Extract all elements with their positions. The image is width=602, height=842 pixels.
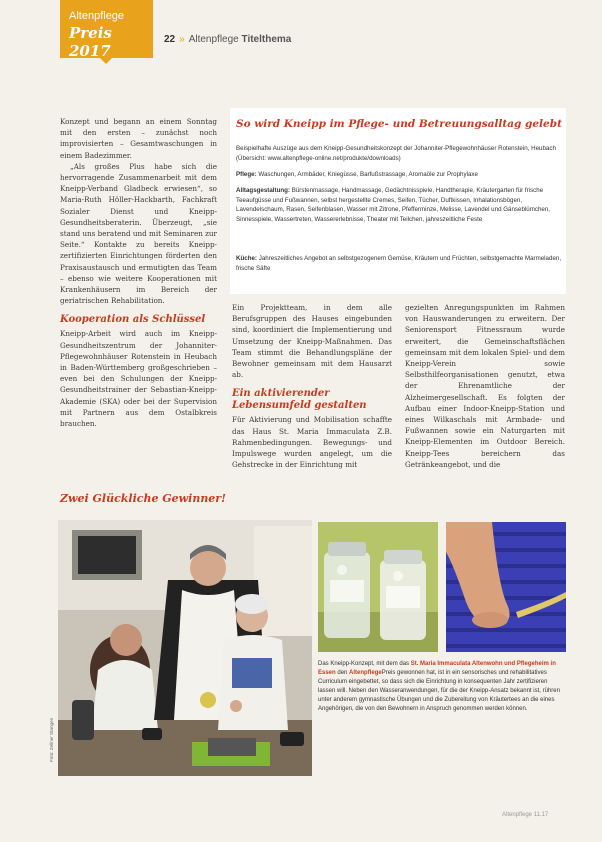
alltag-text: Bürstenmassage, Handmassage, Gedächtnisspiele, Handtherapie, Kräutergarten für frische Teeaufgüsse und Fußwannen, selbst hergestellte Cremes, Seifen, Tücher, Duftkissen, Inhalationsbögen, Lavendelschaum, Rasen, Seifenblasen, Wasser mit Zitrone, Pfefferminze, Melisse, Lavendel und Gänseblümchen, Sinnesspiele, Wassertreten, Wassererlebnisse, Theater mit Teilchen, jahreszeitliche Feste bbox=[236, 187, 551, 223]
column-1 bbox=[60, 116, 217, 429]
running-header bbox=[164, 34, 291, 45]
tag-line2: Preis 2017 bbox=[69, 24, 112, 60]
kueche-label: Küche: bbox=[236, 255, 257, 262]
info-box-title: So wird Kneipp im Pflege- und Betreuungsalltag gelebt bbox=[236, 118, 562, 130]
col1-heading: Kooperation als Schlüssel bbox=[60, 314, 206, 326]
info-box bbox=[230, 108, 566, 294]
winners-caption bbox=[318, 660, 564, 714]
award-tag bbox=[60, 0, 153, 58]
alltag-label: Alltagsgestaltung: bbox=[236, 187, 290, 194]
col1-para3: Kneipp-Arbeit wird auch im Kneipp-Gesundheitszentrum der Johanniter-Pflegewohnhäuser Rotenstein in Heubach in Baden-Württemberg großgeschrieben – even bei den Schulungen der Kneipp-Gesundheitstrainer der Sebastian-Kneipp-Akademie (SKA) oder bei der Supervision mit Partnern aus dem Ostalbkreis brauchen. bbox=[60, 329, 217, 429]
col2-heading: Ein aktivierender Lebensumfeld gestalten bbox=[232, 388, 367, 412]
caption-highlight-2: Altenpflege bbox=[349, 670, 382, 676]
winners-jars-photo bbox=[318, 522, 438, 652]
col3-para1: gezielten Anregungspunkten im Rahmen von Hauswanderungen zu erweitern. Der Seniorensport Fitnessraum wurde erweitert, die Gemeinschaftsflächen gemeinsam mit dem lokalen Spiel- und dem Kneipp-Verein sowie Selbsthilfeorganisationen genutzt, etwa der Ehrenamtliche der Alzheimergesellschaft. Es folgten der Aufbau einer Indoor-Kneipp-Station und eines Wilkaschals mit Armbade- und Fußwannen sowie ein Naturgarten mit Kneipp-Elementen im Outdoor Bereich. Kneipp-Tees bereichern das Getränkeangebot, und die bbox=[405, 303, 565, 469]
caption-highlight-1: St. Maria Immaculata Altenwohn und Pflegeheim in Essen bbox=[318, 661, 556, 676]
photo-credit: Foto: Zellner Stangen bbox=[49, 717, 54, 762]
pflege-text: Waschungen, Armbäder, Kniegüsse, Barfußstrassage, Aromaöle zur Prophylaxe bbox=[258, 171, 478, 178]
page-number: 22 bbox=[164, 34, 176, 45]
column-2 bbox=[232, 302, 392, 470]
page-footer: Altenpflege 11.17 bbox=[502, 812, 549, 818]
pflege-label: Pflege: bbox=[236, 171, 257, 178]
info-box-pflege bbox=[236, 170, 562, 180]
topic-name: Titelthema bbox=[241, 34, 292, 45]
tag-line1: Altenpflege bbox=[69, 10, 125, 22]
info-box-alltag bbox=[236, 186, 562, 224]
col2-para1: Ein Projektteam, in dem alle Berufsgruppen des Hauses eingebunden sind, koordiniert die Implementierung und Umsetzung der Kneipp-Maßnahmen. Das Team stimmt die Behandlungspläne der Bewohner gemeinsam mit dem Hausarzt ab. bbox=[232, 303, 392, 380]
col1-para1: Konzept und begann an einem Sonntag mit den ersten – zunächst noch improvisierten – Gesamtwaschungen in einem Badezimmer. bbox=[60, 117, 217, 160]
winners-foot-photo bbox=[446, 522, 566, 652]
caption-pre: Das Kneipp-Konzept, mit dem das bbox=[318, 661, 410, 667]
arrow-icon: » bbox=[179, 34, 185, 45]
winners-title: Zwei Glückliche Gewinner! bbox=[60, 492, 226, 505]
column-3 bbox=[405, 302, 565, 470]
col2-para2: Für Aktivierung und Mobilisation schaffte das Haus St. Maria Immaculata Z.B. Rahmenbedingungen. Bewegungs- und Impulswege wurden angelegt, um die Gehstrecke in der Einrichtung mit bbox=[232, 415, 392, 470]
tag-pointer bbox=[100, 58, 112, 64]
col1-para2: „Als großes Plus habe sich die hervorragende Zusammenarbeit mit dem Kneipp-Verband Gladbeck erwiesen“, so Maria-Ruth Höller-Hackbarth, Fachkraft Sozialer Dienst und Kneipp-Gesundheitsberaterin. Überzeugt, „sie stand uns beratend und mit Seminaren zur Seite.“ Kontakte zu bereits Kneipp-zertifizierten Einrichtungen förderten den Praxisaustausch und ermutigten das Team – ebenso wie weitere Kooperationen mit Krankenhäusern im Bereich der geriatrischen Rehabilitation. bbox=[60, 161, 217, 306]
info-box-intro: Beispielhafte Auszüge aus dem Kneipp-Gesundheitskonzept der Johanniter-Pflegewohnhäuser Rotenstein, Heubach (Übersicht: www.altenpflege-online.net/produkte/downloads) bbox=[236, 145, 556, 162]
kueche-text: Jahreszeitliches Angebot an selbstgezogenem Gemüse, Kräutern und Früchten, selbstgemachte Marmeladen, frische Säfte bbox=[236, 255, 562, 272]
section-name: Altenpflege bbox=[188, 34, 239, 45]
info-box-kueche bbox=[236, 254, 562, 273]
winners-main-photo bbox=[58, 520, 312, 776]
caption-mid: den bbox=[337, 670, 348, 676]
caption-post: Preis gewonnen hat, ist in ein sensorisches und rehabilitatives Curriculum eingebettet, so dass sich die Einrichtung in konsequenten Jahr zertifizieren lassen will. Neben den Wasseranwendungen, für die der Kneipp-Ansatz bekannt ist, rühren unter anderem gymnastische Übungen und die Zubereitung von Kräutertees an die eines Angehörigen, die von den Bewohnern in Anspruch genommen werden können. bbox=[318, 670, 560, 712]
